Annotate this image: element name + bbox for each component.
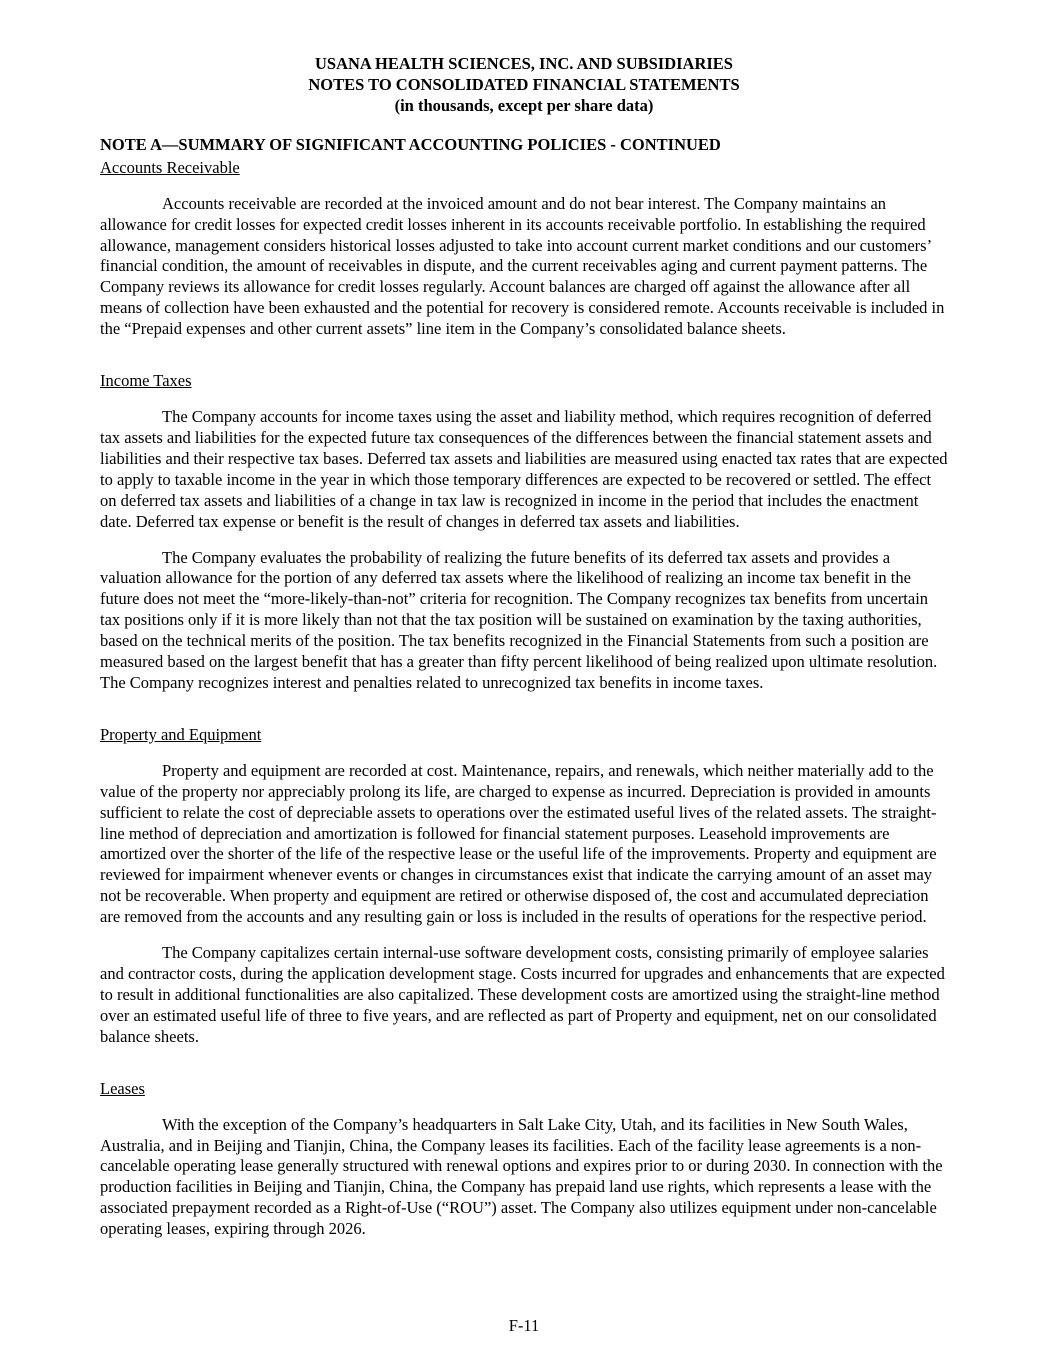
paragraph-property-and-equipment-2: The Company capitalizes certain internal-use software development costs, consisting primarily of employee salaries and contractor costs, during the application development stage. Costs incurred for upgrades and enhancements that are expected to result in additional functionalities are also capitalized. These development costs are amortized using the straight-line method over an estimated useful life of three to five years, and are reflected as part of Property and equipment, net on our consolidated balance sheets. (100, 943, 945, 1046)
section-heading-accounts-receivable: Accounts Receivable (100, 157, 240, 177)
document-header (100, 54, 948, 117)
paragraph-leases-1: With the exception of the Company’s headquarters in Salt Lake City, Utah, and its facilities in New South Wales, Australia, and in Beijing and Tianjin, China, the Company leases its facilities. Each of the facility lease agreements is a non-cancelable operating lease generally structured with renewal options and expires prior to or during 2030. In connection with the production facilities in Beijing and Tianjin, China, the Company has prepaid land use rights, which represents a lease with the associated prepayment recorded as a Right-of-Use (“ROU”) asset. The Company also utilizes equipment under non-cancelable operating leases, expiring through 2026. (100, 1114, 943, 1239)
document-subtitle: (in thousands, except per share data) (394, 95, 654, 115)
paragraph-income-taxes-2: The Company evaluates the probability of realizing the future benefits of its deferred tax assets and provides a valuation allowance for the portion of any deferred tax assets where the likelihood of realizing an income tax benefit in the future does not meet the “more-likely-than-not” criteria for recognition. The Company recognizes tax benefits from uncertain tax positions only if it is more likely than not that the tax position will be sustained on examination by the taxing authorities, based on the technical merits of the position. The tax benefits recognized in the Financial Statements from such a position are measured based on the largest benefit that has a greater than fifty percent likelihood of being realized upon ultimate resolution. The Company recognizes interest and penalties related to unrecognized tax benefits in income taxes. (100, 547, 938, 692)
note-heading: NOTE A—SUMMARY OF SIGNIFICANT ACCOUNTING POLICIES - CONTINUED (100, 134, 721, 154)
paragraph-accounts-receivable-1: Accounts receivable are recorded at the invoiced amount and do not bear interest. The Company maintains an allowance for credit losses for expected credit losses inherent in its accounts receivable portfolio. In establishing the required allowance, management considers historical losses adjusted to take into account current market conditions and our customers’ financial condition, the amount of receivables in dispute, and the current receivables aging and current payment patterns. The Company reviews its allowance for credit losses regularly. Account balances are charged off against the allowance after all means of collection have been exhausted and the potential for recovery is considered remote. Accounts receivable is included in the “Prepaid expenses and other current assets” line item in the Company’s consolidated balance sheets. (100, 193, 945, 339)
company-name: USANA HEALTH SCIENCES, INC. AND SUBSIDIARIES (315, 54, 733, 73)
paragraph-property-and-equipment-1: Property and equipment are recorded at cost. Maintenance, repairs, and renewals, which neither materially add to the value of the property nor appreciably prolong its life, are charged to expense as incurred. Depreciation is provided in amounts sufficient to relate the cost of depreciable assets to operations over the estimated useful lives of the related assets. The straight-line method of depreciation and amortization is followed for financial statement purposes. Leasehold improvements are amortized over the shorter of the life of the respective lease or the useful life of the improvements. Property and equipment are reviewed for impairment whenever events or changes in circumstances exist that indicate the carrying amount of an asset may not be recoverable. When property and equipment are retired or otherwise disposed of, the cost and accumulated depreciation are removed from the accounts and any resulting gain or loss is included in the results of operations for the respective period. (100, 760, 937, 927)
section-heading-leases: Leases (100, 1078, 145, 1098)
section-heading-income-taxes: Income Taxes (100, 371, 192, 391)
page-number: F-11 (508, 1316, 540, 1336)
section-heading-property-and-equipment: Property and Equipment (100, 724, 262, 744)
paragraph-income-taxes-1: The Company accounts for income taxes using the asset and liability method, which requires recognition of deferred tax assets and liabilities for the expected future tax consequences of the differences between the financial statement assets and liabilities and their respective tax bases. Deferred tax assets and liabilities are measured using enacted tax rates that are expected to apply to taxable income in the year in which those temporary differences are expected to be recovered or settled. The effect on deferred tax assets and liabilities of a change in tax law is recognized in income in the period that includes the enactment date. Deferred tax expense or benefit is the result of changes in deferred tax assets and liabilities. (100, 407, 948, 531)
document-title: NOTES TO CONSOLIDATED FINANCIAL STATEMENTS (308, 74, 740, 94)
